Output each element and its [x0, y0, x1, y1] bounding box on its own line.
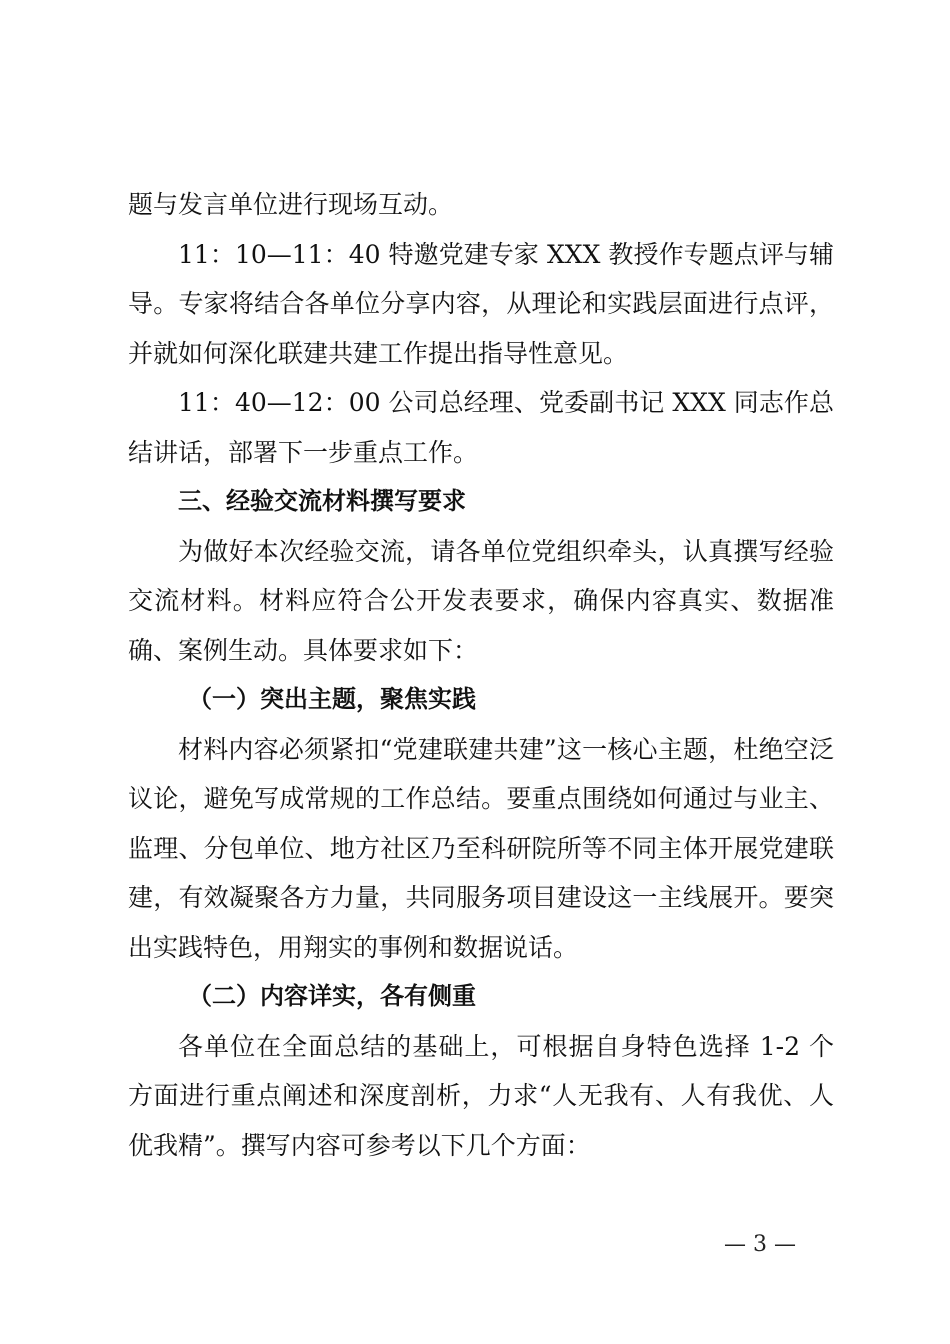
paragraph-continuation: 题与发言单位进行现场互动。: [128, 190, 454, 219]
paragraph-summary-speech: 11：40—12：00 公司总经理、党委副书记 XXX 同志作总结讲话，部署下一步重点工作。: [128, 388, 834, 467]
paragraph-theme-requirement: 材料内容必须紧扣“党建联建共建”这一核心主题，杜绝空泛议论，避免写成常规的工作总结。要重点围绕如何通过与业主、监理、分包单位、地方社区乃至科研院所等不同主体开展党建联建，有效凝聚各方力量，共同服务项目建设这一主线展开。要突出实践特色，用翔实的事例和数据说话。: [128, 734, 834, 962]
page-number: — 3 —: [724, 1232, 796, 1257]
subheading-1: （一）突出主题，聚焦实践: [188, 685, 476, 713]
subheading-2: （二）内容详实，各有侧重: [188, 982, 476, 1010]
document-body: [128, 180, 834, 1170]
paragraph-writing-intro: 为做好本次经验交流，请各单位党组织牵头，认真撰写经验交流材料。材料应符合公开发表要求，确保内容真实、数据准确、案例生动。具体要求如下：: [128, 536, 834, 665]
paragraph-content-requirement: 各单位在全面总结的基础上，可根据自身特色选择 1-2 个方面进行重点阐述和深度剖析，力求“人无我有、人有我优、人优我精”。撰写内容可参考以下几个方面：: [128, 1031, 834, 1160]
section-heading-3: 三、经验交流材料撰写要求: [178, 487, 466, 515]
paragraph-expert-review: 11：10—11：40 特邀党建专家 XXX 教授作专题点评与辅导。专家将结合各单位分享内容，从理论和实践层面进行点评，并就如何深化联建共建工作提出指导性意见。: [128, 239, 834, 368]
